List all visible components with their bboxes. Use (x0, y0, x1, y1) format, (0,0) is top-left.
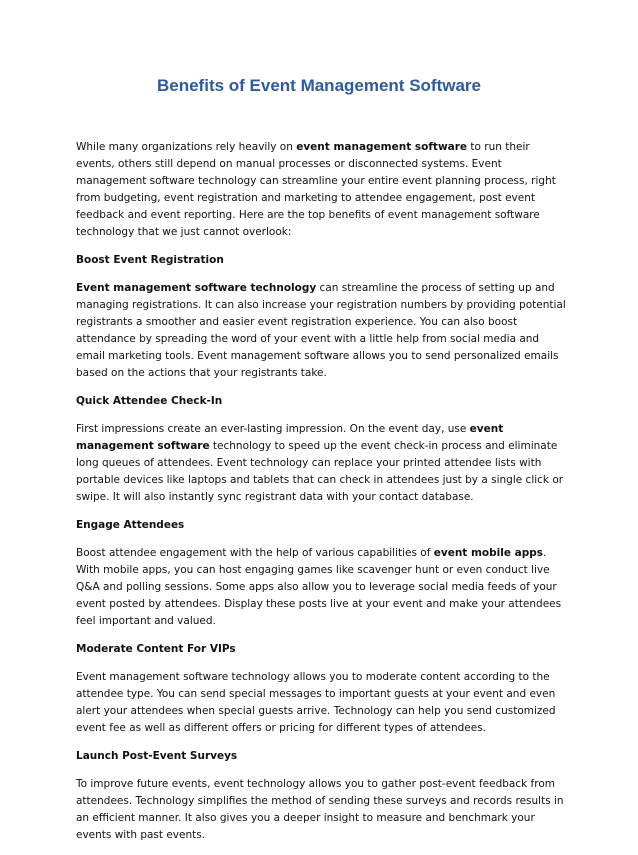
section-text-post: technology to speed up the event check-in process and eliminate long queues of attendees. Event technology can replace your printed attendee lists with portable devices like laptops and tablets that can check in attendees just by a single click or swipe. It will also instantly sync registrant data with your contact database. (76, 440, 564, 503)
document-body (76, 139, 568, 855)
intro-paragraph (76, 139, 568, 241)
section-text-post: . With mobile apps, you can host engaging games like scavenger hunt or even conduct live Q&A and polling sessions. Some apps also allow you to leverage social media feeds of your event posted by attendees. Display these posts live at your event and make your attendees feel important and valued. (76, 547, 562, 627)
section-text-bold: Event management software technology (76, 282, 317, 294)
intro-text-post: to run their events, others still depend on manual processes or disconnected systems. Event management software technology can streamline your entire event planning process, right from budgeting, event registration and marketing to attendee engagement, post event feedback and event reporting. Here are the top benefits of event management software technology that we just cannot overlook: (76, 141, 556, 238)
section-text-pre: Boost attendee engagement with the help of various capabilities of (76, 547, 434, 559)
intro-text-pre: While many organizations rely heavily on (76, 141, 297, 153)
section-heading-surveys: Launch Post-Event Surveys (76, 750, 238, 762)
section-paragraph-engage (76, 545, 568, 630)
page-title: Benefits of Event Management Software (156, 76, 481, 95)
section-text-bold: event mobile apps (433, 547, 544, 559)
section-paragraph-vips (76, 669, 568, 737)
section-text-pre: Event management software technology allows you to moderate content according to the attendee type. You can send special messages to important guests at your event and even alert your attendees when special guests arrive. Technology can help you send customized event fee as well as different offers or pricing for different types of attendees. (76, 671, 556, 734)
section-heading-registration: Boost Event Registration (76, 254, 224, 266)
section-paragraph-registration (76, 280, 568, 382)
section-heading-vips: Moderate Content For VIPs (76, 643, 236, 655)
section-paragraph-checkin (76, 421, 568, 506)
section-paragraph-surveys (76, 776, 568, 844)
section-text-pre: First impressions create an ever-lasting impression. On the event day, use (76, 423, 470, 435)
section-text-pre: To improve future events, event technology allows you to gather post-event feedback from attendees. Technology simplifies the method of sending these surveys and records results in an efficient manner. It also gives you a deeper insight to measure and benchmark your events with past events. (76, 778, 564, 841)
section-heading-checkin: Quick Attendee Check-In (76, 395, 223, 407)
section-text-post: can streamline the process of setting up and managing registrations. It can also increase your registration numbers by providing potential registrants a smoother and easier event registration experience. You can also boost attendance by spreading the word of your event with a little help from social media and email marketing tools. Event management software allows you to send personalized emails based on the actions that your registrants take. (76, 282, 566, 379)
section-heading-engage: Engage Attendees (76, 519, 185, 531)
section-text-bold: event management software (76, 423, 504, 452)
intro-text-bold: event management software (296, 141, 468, 153)
